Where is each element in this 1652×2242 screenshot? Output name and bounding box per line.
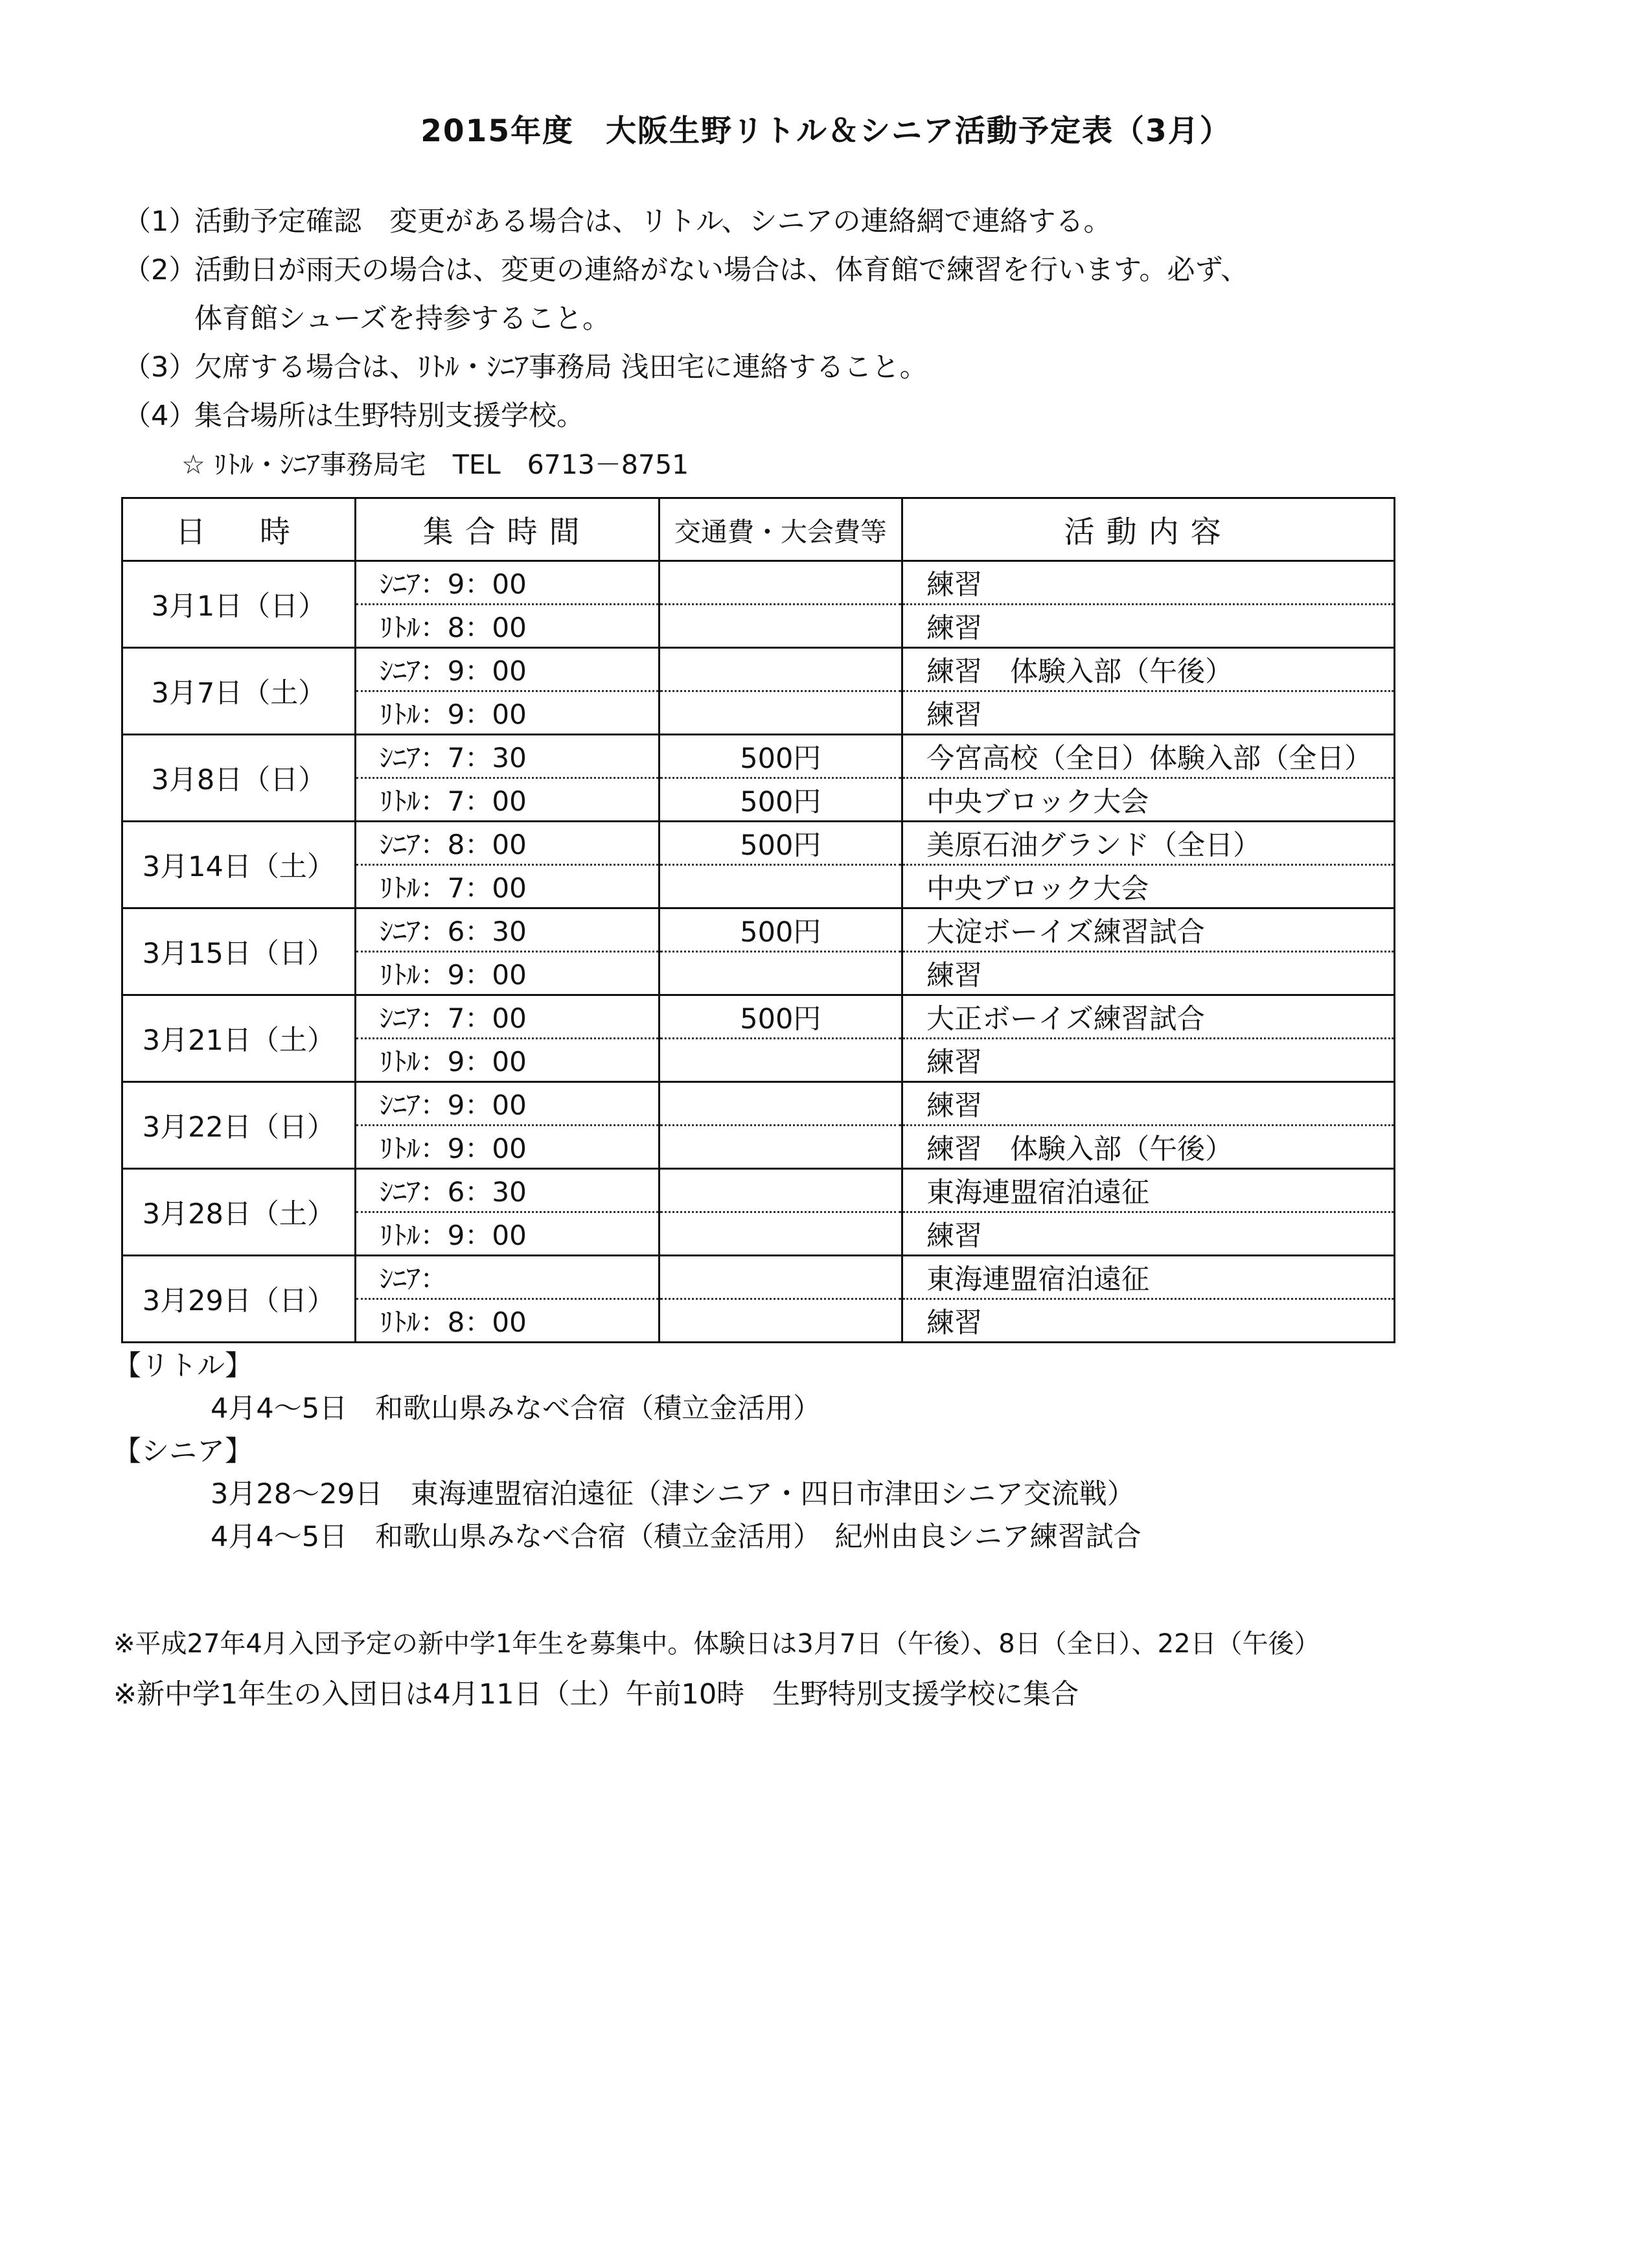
- little-time-cell: ﾘﾄﾙ：7：00: [355, 865, 659, 908]
- note-number: （4）: [123, 400, 197, 432]
- group-item: 3月28～29日 東海連盟宿泊遠征（津シニア・四日市津田シニア交流戦）: [211, 1478, 1135, 1510]
- little-activity-cell: 練習: [902, 691, 1395, 735]
- date-cell: 3月1日（日）: [122, 561, 356, 648]
- little-time-cell: ﾘﾄﾙ：9：00: [355, 1212, 659, 1256]
- header-activity: 活動内容: [902, 498, 1395, 561]
- date-cell: 3月7日（土）: [122, 648, 356, 735]
- note-item: [123, 198, 1248, 246]
- senior-fee-cell: [659, 648, 902, 691]
- little-fee-cell: [659, 1299, 902, 1343]
- senior-activity-cell: 東海連盟宿泊遠征: [902, 1256, 1395, 1299]
- notes-list: [123, 198, 1248, 489]
- header-meeting-time: 集合時間: [355, 498, 659, 561]
- little-activity-cell: 練習 体験入部（午後）: [902, 1126, 1395, 1169]
- date-cell: 3月8日（日）: [122, 735, 356, 822]
- table-row: [122, 648, 1395, 691]
- senior-fee-cell: [659, 561, 902, 605]
- note-item: [123, 246, 1248, 295]
- little-time-cell: ﾘﾄﾙ：9：00: [355, 1126, 659, 1169]
- table-row: [122, 561, 1395, 605]
- group-item: 4月4～5日 和歌山県みなべ合宿（積立金活用） 紀州由良シニア練習試合: [211, 1521, 1141, 1553]
- group-heading-senior: 【シニア】: [113, 1435, 253, 1468]
- senior-activity-cell: 練習: [902, 561, 1395, 605]
- table-row: [122, 908, 1395, 952]
- header-date: 日 時: [122, 498, 356, 561]
- table-row: [122, 1256, 1395, 1299]
- schedule-body: [122, 561, 1395, 1343]
- note-number: （2）: [123, 254, 197, 286]
- little-fee-cell: [659, 1212, 902, 1256]
- little-time-cell: ﾘﾄﾙ：9：00: [355, 952, 659, 995]
- note-item: [123, 392, 1248, 441]
- little-activity-cell: 練習: [902, 1039, 1395, 1082]
- table-row: [122, 1082, 1395, 1126]
- senior-time-cell: ｼﾆｱ：9：00: [355, 561, 659, 605]
- little-activity-cell: 練習: [902, 1212, 1395, 1256]
- senior-fee-cell: 500円: [659, 908, 902, 952]
- date-cell: 3月14日（土）: [122, 822, 356, 908]
- little-fee-cell: [659, 691, 902, 735]
- little-activity-cell: 練習: [902, 952, 1395, 995]
- note-text: 欠席する場合は、ﾘﾄﾙ・ｼﾆｱ事務局 浅田宅に連絡すること。: [194, 351, 928, 384]
- senior-fee-cell: 500円: [659, 822, 902, 865]
- little-fee-cell: 500円: [659, 778, 902, 822]
- footer-recruit-note: ※平成27年4月入団予定の新中学1年生を募集中。体験日は3月7日（午後）、8日（全日）、22日（午後）: [113, 1629, 1320, 1659]
- date-cell: 3月21日（土）: [122, 995, 356, 1082]
- senior-activity-cell: 練習: [902, 1082, 1395, 1126]
- little-activity-cell: 練習: [902, 605, 1395, 648]
- senior-fee-cell: [659, 1256, 902, 1299]
- page-title: 2015年度 大阪生野リトル＆シニア活動予定表（3月）: [420, 113, 1232, 149]
- little-activity-cell: 中央ブロック大会: [902, 865, 1395, 908]
- senior-fee-cell: [659, 1082, 902, 1126]
- header-fees: 交通費・大会費等: [659, 498, 902, 561]
- group-heading-little: 【リトル】: [113, 1350, 253, 1382]
- footer-notes: [113, 1619, 1320, 1720]
- little-time-cell: ﾘﾄﾙ：8：00: [355, 605, 659, 648]
- senior-time-cell: ｼﾆｱ：7：30: [355, 735, 659, 778]
- date-cell: 3月22日（日）: [122, 1082, 356, 1169]
- table-row: [122, 822, 1395, 865]
- senior-fee-cell: 500円: [659, 995, 902, 1039]
- contact-line: ☆ ﾘﾄﾙ・ｼﾆｱ事務局宅 TEL 6713－8751: [181, 449, 689, 480]
- table-header-row: [122, 498, 1395, 561]
- little-fee-cell: [659, 1126, 902, 1169]
- senior-time-cell: ｼﾆｱ：6：30: [355, 1169, 659, 1212]
- date-cell: 3月28日（土）: [122, 1169, 356, 1256]
- little-fee-cell: [659, 605, 902, 648]
- date-cell: 3月29日（日）: [122, 1256, 356, 1343]
- note-continuation: 体育館シューズを持参すること。: [194, 303, 610, 335]
- footer-join-note: ※新中学1年生の入団日は4月11日（土）午前10時 生野特別支援学校に集合: [113, 1678, 1079, 1711]
- senior-time-cell: ｼﾆｱ：7：00: [355, 995, 659, 1039]
- little-activity-cell: 中央ブロック大会: [902, 778, 1395, 822]
- senior-activity-cell: 美原石油グランド（全日）: [902, 822, 1395, 865]
- senior-activity-cell: 大正ボーイズ練習試合: [902, 995, 1395, 1039]
- little-fee-cell: [659, 865, 902, 908]
- senior-activity-cell: 東海連盟宿泊遠征: [902, 1169, 1395, 1212]
- senior-fee-cell: 500円: [659, 735, 902, 778]
- little-time-cell: ﾘﾄﾙ：7：00: [355, 778, 659, 822]
- senior-fee-cell: [659, 1169, 902, 1212]
- senior-time-cell: ｼﾆｱ：9：00: [355, 648, 659, 691]
- table-row: [122, 735, 1395, 778]
- note-text: 集合場所は生野特別支援学校。: [194, 400, 584, 432]
- little-fee-cell: [659, 1039, 902, 1082]
- little-fee-cell: [659, 952, 902, 995]
- little-time-cell: ﾘﾄﾙ：8：00: [355, 1299, 659, 1343]
- note-text: 活動日が雨天の場合は、変更の連絡がない場合は、体育館で練習を行います。必ず、: [194, 254, 1249, 286]
- note-number: （1）: [123, 205, 197, 238]
- little-time-cell: ﾘﾄﾙ：9：00: [355, 691, 659, 735]
- note-number: （3）: [123, 351, 197, 384]
- schedule-table: [121, 497, 1395, 1343]
- senior-time-cell: ｼﾆｱ：: [355, 1256, 659, 1299]
- table-row: [122, 995, 1395, 1039]
- note-text: 活動予定確認 変更がある場合は、リトル、シニアの連絡網で連絡する。: [194, 205, 1112, 238]
- group-item: 4月4～5日 和歌山県みなべ合宿（積立金活用）: [211, 1393, 821, 1425]
- event-groups: [113, 1345, 1141, 1558]
- date-cell: 3月15日（日）: [122, 908, 356, 995]
- senior-activity-cell: 練習 体験入部（午後）: [902, 648, 1395, 691]
- little-activity-cell: 練習: [902, 1299, 1395, 1343]
- senior-activity-cell: 今宮高校（全日）体験入部（全日）: [902, 735, 1395, 778]
- little-time-cell: ﾘﾄﾙ：9：00: [355, 1039, 659, 1082]
- table-row: [122, 1169, 1395, 1212]
- senior-activity-cell: 大淀ボーイズ練習試合: [902, 908, 1395, 952]
- note-item: [123, 343, 1248, 392]
- senior-time-cell: ｼﾆｱ：6：30: [355, 908, 659, 952]
- senior-time-cell: ｼﾆｱ：8：00: [355, 822, 659, 865]
- senior-time-cell: ｼﾆｱ：9：00: [355, 1082, 659, 1126]
